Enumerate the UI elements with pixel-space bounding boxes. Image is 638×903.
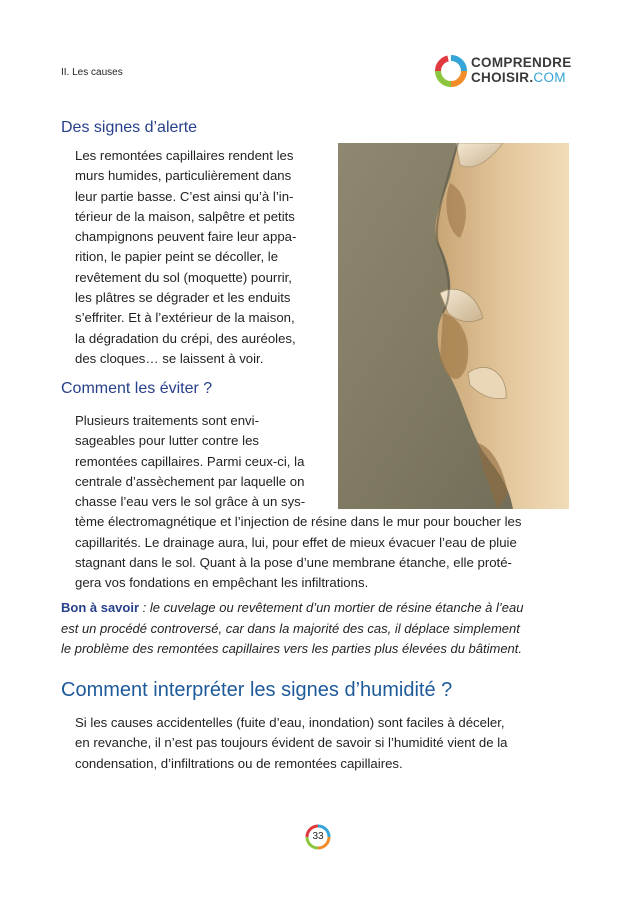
section-title-signes-alerte: Des signes d’alerte [61, 119, 198, 136]
section-header: II. Les causes [61, 67, 123, 78]
text-line: Plusieurs traitements sont envi- [75, 413, 259, 428]
paragraph-interpreter [75, 713, 508, 774]
text-line: Si les causes accidentelles (fuite d’eau, inondation) sont faciles à déceler, [75, 715, 505, 730]
page-number-badge [305, 824, 331, 850]
text-line: en revanche, il n’est pas toujours évident de savoir si l’humidité vient de la [75, 735, 508, 751]
section-title-comment-eviter: Comment les éviter ? [61, 380, 213, 397]
paragraph-comment-eviter [75, 411, 521, 594]
logo-line-1: COMPRENDRE [471, 55, 572, 70]
text-line: revêtement du sol (moquette) pourrir, [75, 269, 292, 285]
text-line: condensation, d’infiltrations ou de remontées capillaires. [75, 755, 403, 771]
text-line: capillarités. Le drainage aura, lui, pour effet de mieux évacuer l’eau de pluie [75, 534, 517, 550]
note-line: le problème des remontées capillaires vers les parties plus élevées du bâtiment. [61, 641, 523, 656]
note-line [61, 598, 523, 619]
text-line: Les remontées capillaires rendent les [75, 148, 294, 163]
text-line: stagnant dans le sol. Quant à la pose d’une membrane étanche, elle proté- [75, 555, 512, 571]
text-line: chasse l’eau vers le sol grâce à un sys- [75, 494, 306, 510]
text-line: murs humides, particulièrement dans [75, 168, 292, 184]
text-line: sageables pour lutter contre les [75, 433, 260, 449]
logo-line-2-suffix: COM [533, 70, 566, 85]
main-section-title: Comment interpréter les signes d’humidité ? [61, 679, 453, 701]
logo-line-2 [471, 70, 572, 85]
paragraph-signes-alerte [75, 146, 296, 369]
text-line: gera vos fondations en empêchant les infiltrations. [75, 575, 369, 591]
text-line: centrale d’assèchement par laquelle on [75, 473, 305, 489]
page-number: 33 [312, 831, 324, 842]
note-lead: Bon à savoir [61, 600, 140, 615]
text-line: la dégradation du crépi, des auréoles, [75, 330, 296, 346]
text-line: térieur de la maison, salpêtre et petits [75, 208, 295, 224]
text-line: remontées capillaires. Parmi ceux-ci, la [75, 453, 305, 469]
text-line: rition, le papier peint se décoller, le [75, 249, 279, 265]
text-line: des cloques… se laissent à voir. [75, 350, 264, 366]
logo-line-2-main: CHOISIR. [471, 70, 534, 85]
text-line: les plâtres se dégrader et les enduits [75, 290, 291, 306]
logo-ring-icon [435, 55, 467, 87]
text-line: leur partie basse. C’est ainsi qu’à l’in- [75, 188, 294, 204]
bon-a-savoir-note [61, 598, 523, 660]
comprendre-choisir-logo[interactable] [435, 52, 585, 92]
note-line: est un procédé controversé, car dans la majorité des cas, il déplace simplement [61, 620, 520, 636]
text-line: tème électromagnétique et l’injection de résine dans le mur pour boucher les [75, 514, 522, 530]
note-text: : le cuvelage ou revêtement d’un mortier de résine étanche à l’eau [139, 600, 524, 615]
text-line: champignons peuvent faire leur appa- [75, 229, 297, 245]
text-line: s’effriter. Et à l’extérieur de la maison, [75, 310, 295, 326]
